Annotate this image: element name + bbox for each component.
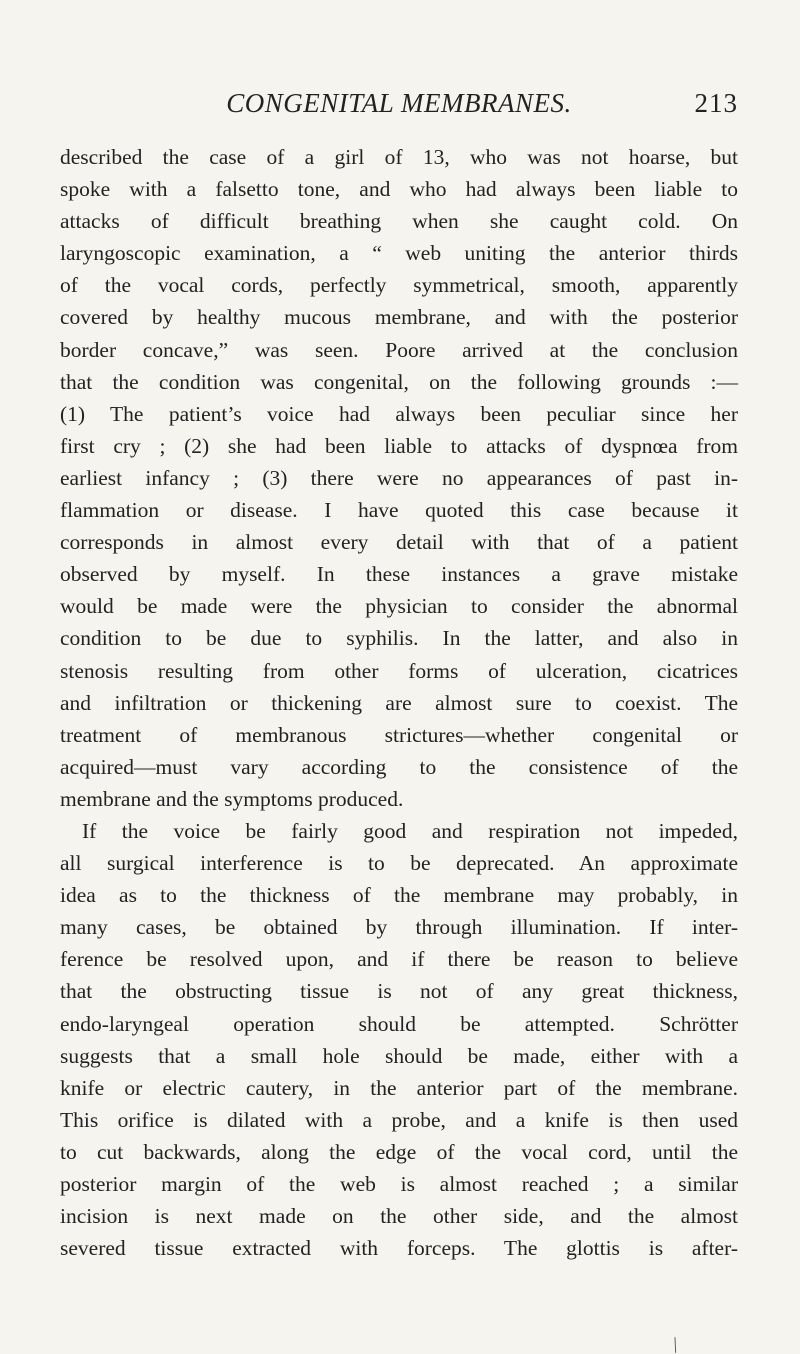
text-line: observed by myself. In these instances a grave mistake (60, 562, 738, 587)
text-line: earliest infancy ; (3) there were no appearances of past in- (60, 465, 738, 490)
text-line: treatment of membranous strictures—whether congenital or (60, 722, 738, 747)
text-line: severed tissue extracted with forceps. The glottis is after- (60, 1236, 738, 1261)
running-head (60, 88, 738, 128)
text-line: all surgical interference is to be deprecated. An approximate (60, 851, 738, 876)
text-line: laryngoscopic examination, a “ web uniting the anterior thirds (60, 241, 738, 266)
text-line: would be made were the physician to consider the abnormal (60, 594, 738, 619)
text-line: border concave,” was seen. Poore arrived at the conclusion (60, 337, 738, 362)
text-line: of the vocal cords, perfectly symmetrical, smooth, apparently (60, 273, 738, 298)
text-line: endo-laryngeal operation should be attempted. Schrötter (60, 1011, 738, 1036)
text-line: described the case of a girl of 13, who was not hoarse, but (60, 145, 738, 169)
text-line: suggests that a small hole should be made, either with a (60, 1043, 738, 1068)
text-line: spoke with a falsetto tone, and who had always been liable to (60, 177, 738, 202)
running-title: CONGENITAL MEMBRANES. (226, 88, 572, 118)
text-line: (1) The patient’s voice had always been peculiar since her (60, 401, 738, 426)
text-line: condition to be due to syphilis. In the latter, and also in (60, 626, 738, 651)
text-line: incision is next made on the other side, and the almost (60, 1204, 738, 1229)
body-text (60, 141, 738, 1264)
ink-mark: ╱ (668, 1337, 682, 1353)
text-line: stenosis resulting from other forms of ulceration, cicatrices (60, 658, 738, 683)
text-line: knife or electric cautery, in the anterior part of the membrane. (60, 1075, 738, 1100)
text-line-paragraph-end: membrane and the symptoms produced. (60, 786, 404, 811)
text-line: many cases, be obtained by through illumination. If inter- (60, 915, 738, 940)
text-line: This orifice is dilated with a probe, and a knife is then used (60, 1107, 738, 1132)
text-line: first cry ; (2) she had been liable to attacks of dyspnœa from (60, 433, 738, 458)
text-line: that the obstructing tissue is not of any great thickness, (60, 979, 738, 1004)
text-line: posterior margin of the web is almost reached ; a similar (60, 1172, 738, 1196)
page-number: 213 (694, 88, 738, 118)
text-line: covered by healthy mucous membrane, and with the posterior (60, 305, 738, 330)
text-line: flammation or disease. I have quoted this case because it (60, 498, 738, 523)
text-line: to cut backwards, along the edge of the vocal cord, until the (60, 1139, 738, 1164)
text-line: acquired—must vary according to the consistence of the (60, 754, 738, 779)
text-line: ference be resolved upon, and if there be reason to believe (60, 947, 738, 972)
text-line: that the condition was congenital, on the following grounds :— (60, 369, 738, 394)
text-line: and infiltration or thickening are almost sure to coexist. The (60, 690, 738, 715)
text-line: idea as to the thickness of the membrane may probably, in (60, 883, 738, 908)
text-line: attacks of difficult breathing when she caught cold. On (60, 209, 738, 234)
text-line: corresponds in almost every detail with that of a patient (60, 530, 738, 555)
text-line-paragraph-start: If the voice be fairly good and respiration not impeded, (82, 818, 738, 843)
